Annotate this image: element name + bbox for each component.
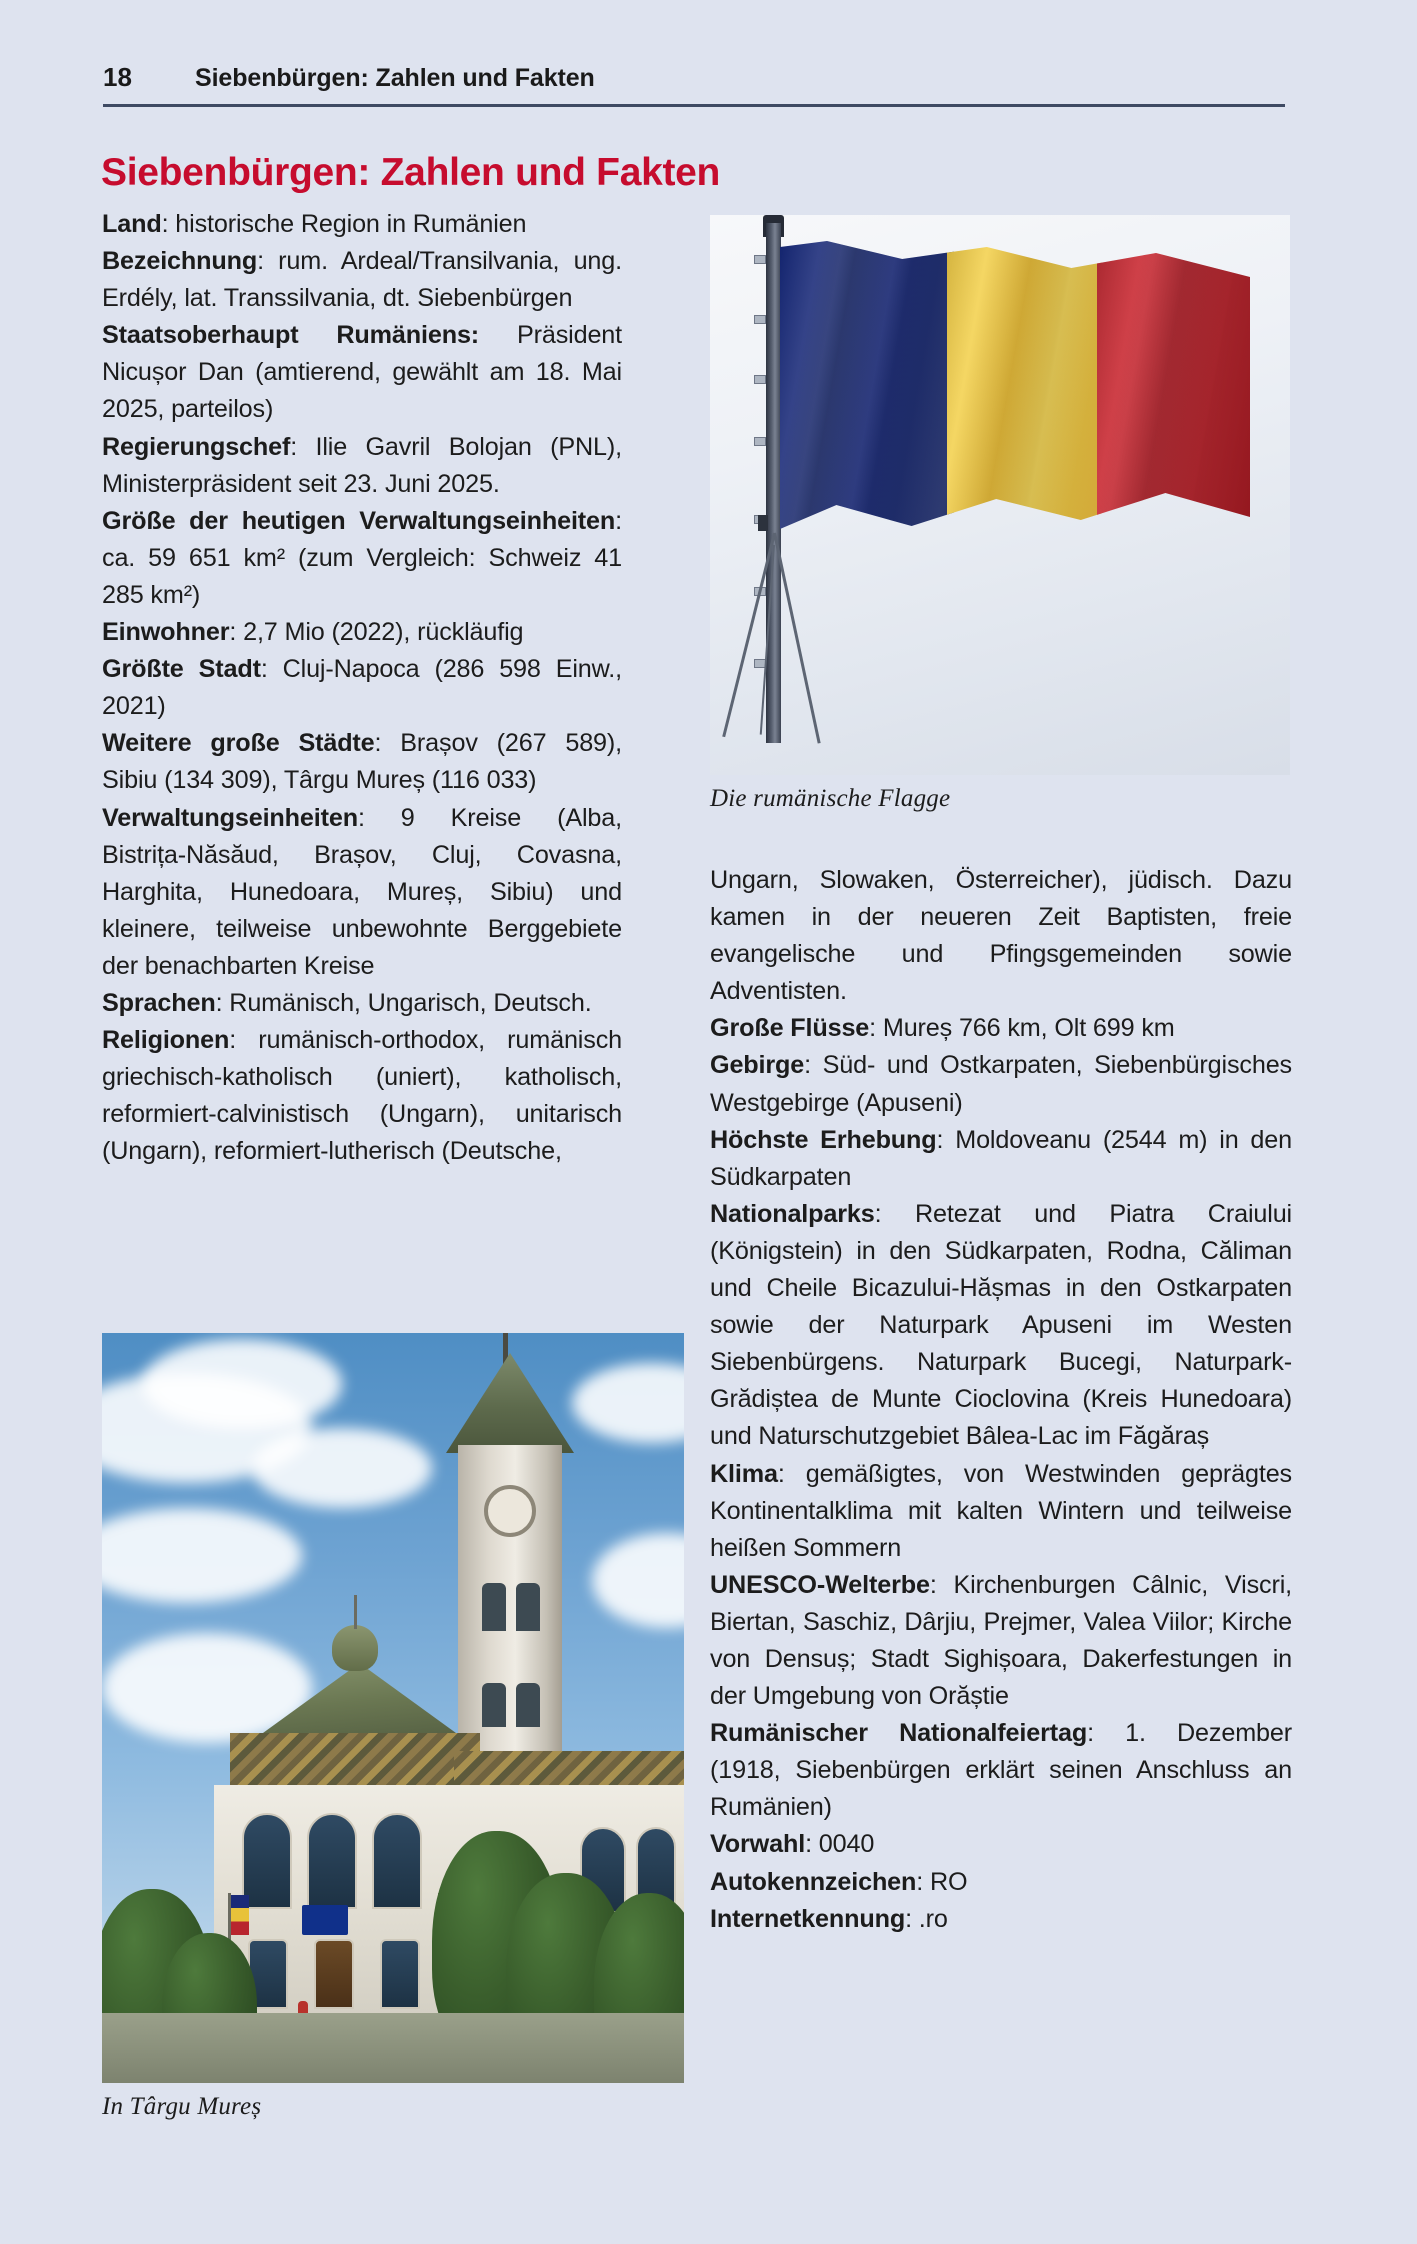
tower-clock-icon [484,1485,536,1537]
tower-window [516,1583,540,1631]
figure-city [102,1333,684,2120]
foreground-ground [102,2013,684,2083]
tower-window [482,1683,506,1727]
figure-caption-flag: Die rumänische Flagge [710,785,951,812]
romanian-flag [780,241,1250,541]
body-column-right [710,862,1292,1938]
tower-window [516,1683,540,1727]
pole-bracket [754,255,766,264]
roof-spire [354,1595,357,1629]
roof-dome [332,1625,378,1671]
city-photo [102,1333,684,2083]
facts-text-left: Land: historische Region in Rumänien Bezeichnung: rum. Ardeal/Transilvania, ung. Erdély, lat. Transsilvania, dt. Siebenbürgen Staatsoberhaupt Rumäniens: Präsident Nicușor Dan (amtierend, gewählt am 18. Mai 2025, parteilos) Regierungschef: Ilie Gavril Bolojan (PNL), Ministerpräsident seit 23. Juni 2025. Größe der heutigen Verwaltungseinheiten: ca. 59 651 km² (zum Vergleich: Schweiz 41 285 km²) Einwohner: 2,7 Mio (2022), rückläufig Größte Stadt: Cluj-Napoca (286 598 Einw., 2021) Weitere große Städte: Brașov (267 589), Sibiu (134 309), Târgu Mureș (116 033) Verwaltungseinheiten: 9 Kreise (Alba, Bistrița-Năsăud, Brașov, Cluj, Covasna, Harghita, Hunedoara, Mureș, Sibiu) und kleinere, teilweise unbewohnte Berggebiete der benachbarten Kreise Sprachen: Rumänisch, Ungarisch, Deutsch. Religionen: rumänisch-orthodox, rumänisch griechisch-katholisch (uniert), katholisch, reformiert-calvinistisch (Ungarn), unitarisch (Ungarn), reformiert-lutherisch (Deutsche, [102,210,623,1166]
running-head-title: Siebenbürgen: Zahlen und Fakten [195,64,595,92]
flag-stripe-blue [780,241,954,541]
figure-flag [710,215,1290,812]
body-column-left [102,206,622,1170]
flag-photo [710,215,1290,775]
facade-door [314,1939,354,2009]
banner-eu-icon [302,1905,348,1935]
flag-pole [766,223,781,743]
pole-bracket [754,437,766,446]
page-number: 18 [103,62,132,92]
facade-window [372,1813,422,1909]
cloud [142,1339,342,1429]
facade-window [307,1813,357,1909]
header-rule [103,104,1285,107]
cloud [252,1428,432,1508]
facade-window [242,1813,292,1909]
pole-collar [758,515,768,531]
flag-stripe-red [1097,241,1250,541]
pole-bracket [754,315,766,324]
flag-stripe-yellow [947,241,1102,541]
tiled-roof [230,1733,480,1791]
pole-bracket [754,375,766,384]
facade-door [380,1939,420,2009]
banner-romania-icon [231,1895,249,1935]
page-title: Siebenbürgen: Zahlen und Fakten [101,151,721,195]
running-head [103,62,1285,93]
facts-text-right: Ungarn, Slowaken, Österreicher), jüdisch. Dazu kamen in der neueren Zeit Baptisten, freie evangelische und Pfingsgemeinden sowie Adventisten. Große Flüsse: Mureș 766 km, Olt 699 km Gebirge: Süd- und Ostkarpaten, Siebenbürgisches Westgebirge (Apuseni) Höchste Erhebung: Moldoveanu (2544 m) in den Südkarpaten Nationalparks: Retezat und Piatra Craiului (Königstein) in den Südkarpaten, Rodna, Căliman und Cheile Bicazului-Hășmas in den Ostkarpaten sowie der Naturpark Apuseni im Westen Siebenbürgens. Naturpark Bucegi, Naturpark-Grădiștea de Munte Cioclovina (Kreis Hunedoara) und Naturschutzgebiet Bâlea-Lac im Făgăraș Klima: gemäßigtes, von Westwinden geprägtes Kontinentalklima mit kalten Wintern und teilweise heißen Sommern UNESCO-Welterbe: Kirchenburgen Câlnic, Viscri, Biertan, Saschiz, Dârjiu, Prejmer, Valea Viilor; Kirche von Densuș; Stadt Sighișoara, Dakerfestungen in der Umgebung von Orăștie Rumänischer Nationalfeiertag: 1. Dezember (1918, Siebenbürgen erklärt seinen Anschluss an Rumänien) Vorwahl: 0040 Autokennzeichen: RO Internetkennung: .ro [710,866,1293,1933]
tower-window [482,1583,506,1631]
figure-caption-city: In Târgu Mureș [102,2093,262,2120]
